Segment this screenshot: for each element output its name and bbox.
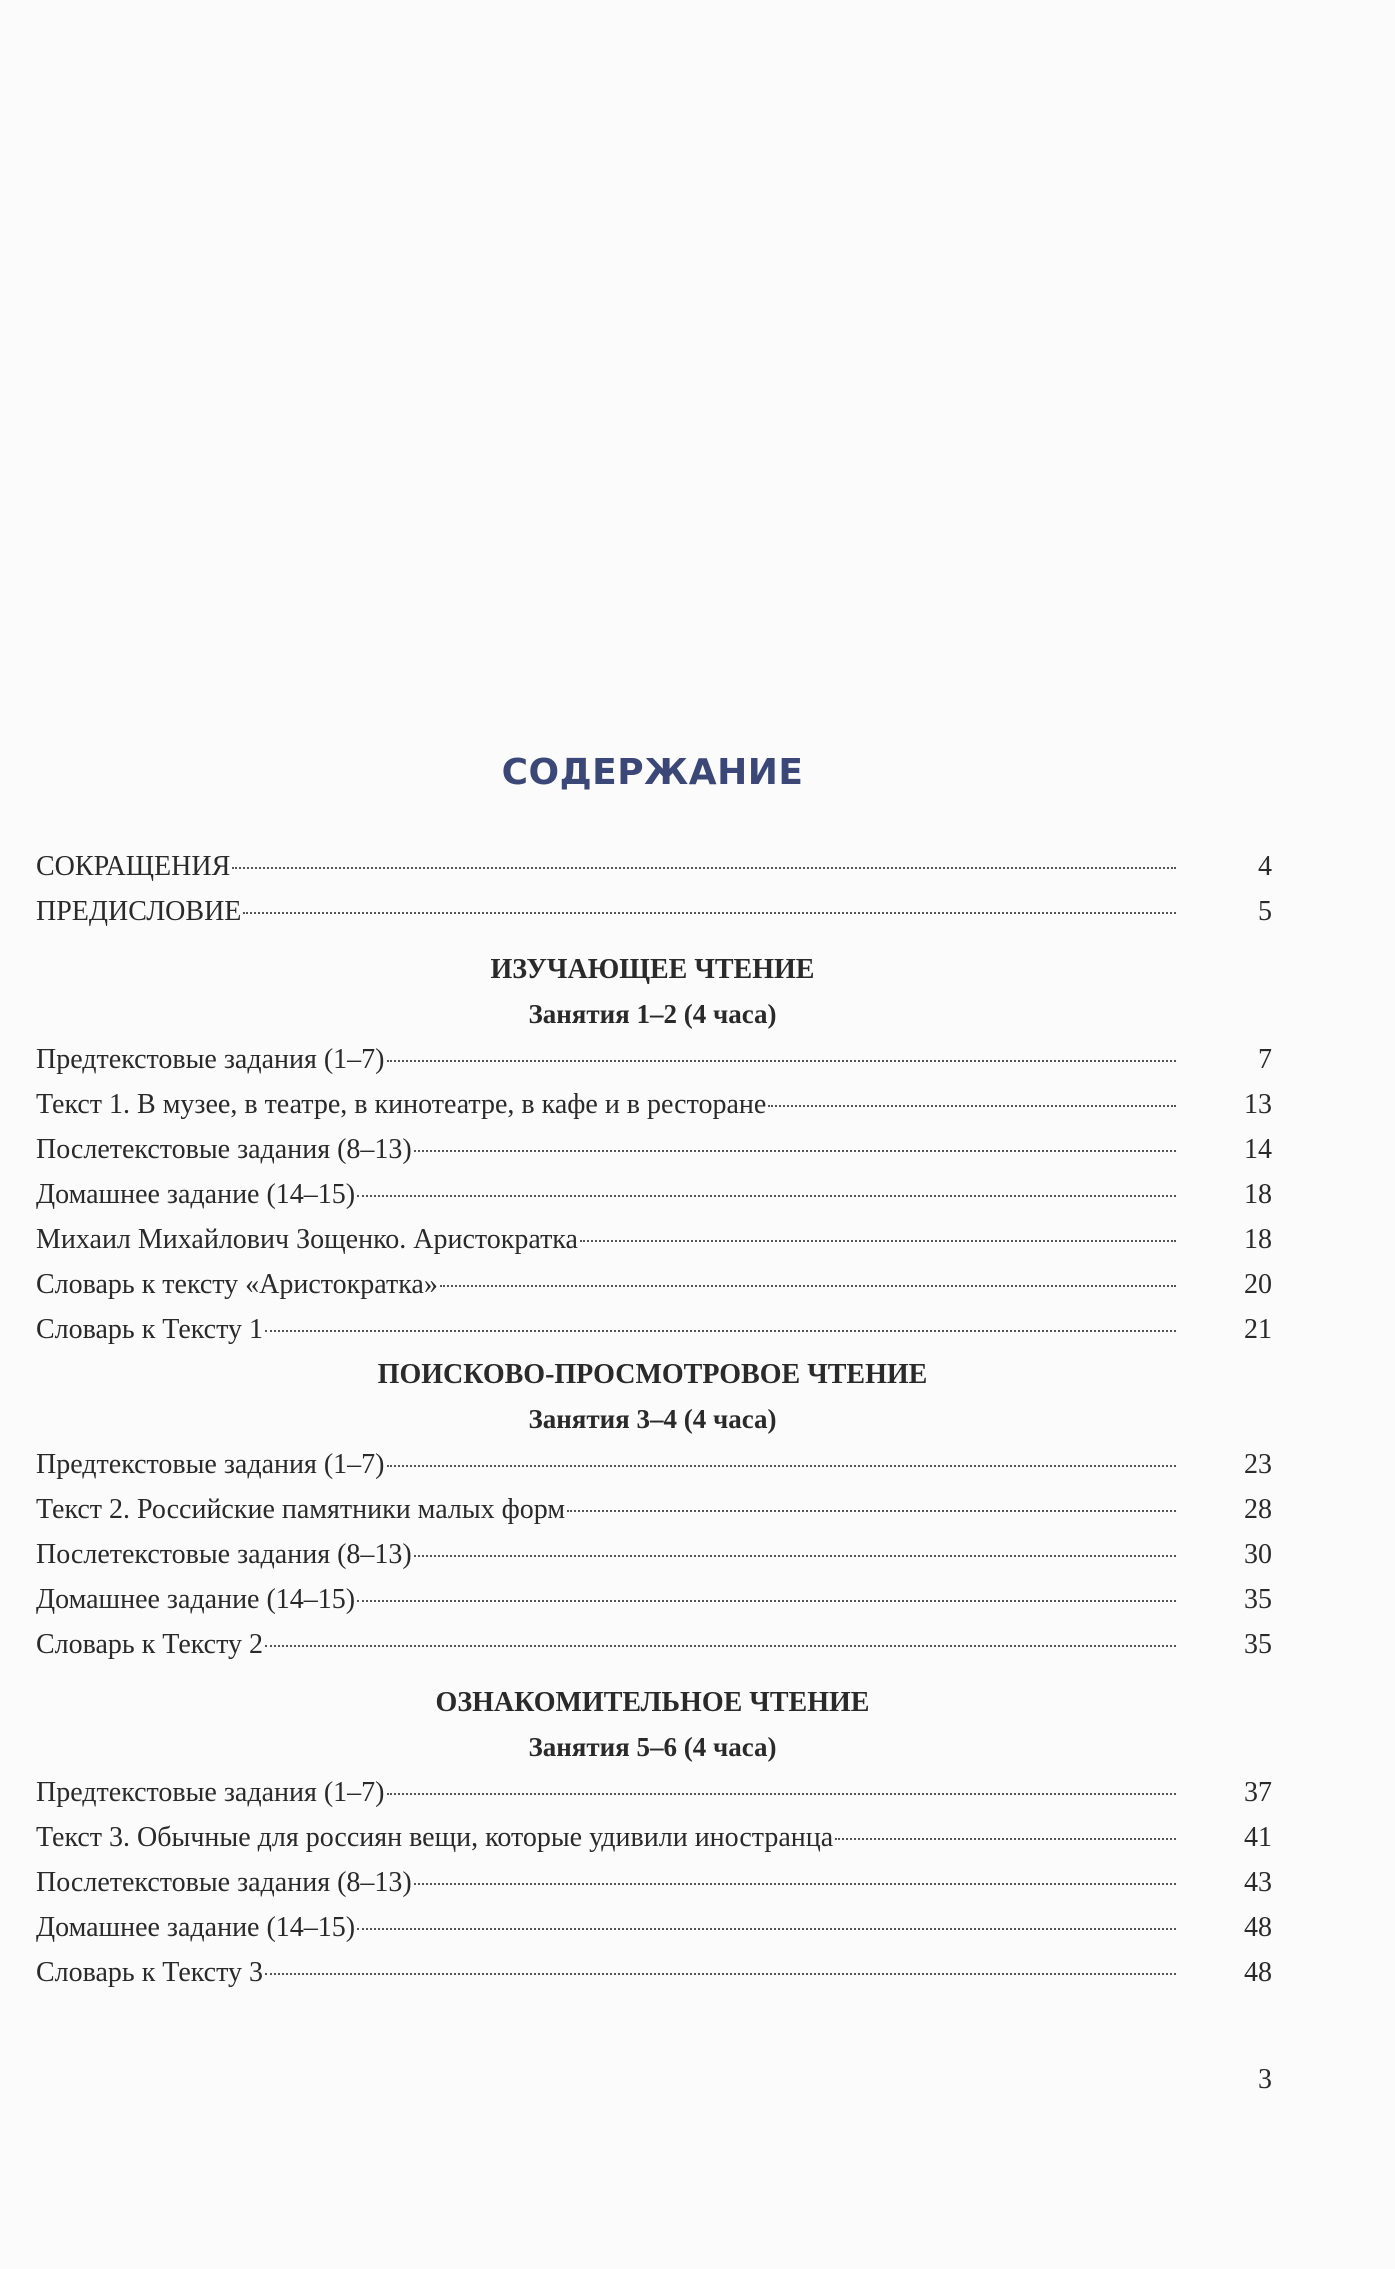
- section-heading: ПОИСКОВО-ПРОСМОТРОВОЕ ЧТЕНИЕ: [377, 1359, 928, 1390]
- dot-leader: [230, 871, 1232, 875]
- toc-entry-page: 28: [1244, 1494, 1272, 1525]
- table-of-contents: [36, 844, 1272, 1995]
- toc-entry: [36, 844, 1272, 889]
- dot-leader: [833, 1842, 1232, 1846]
- dot-leader: [565, 1514, 1232, 1518]
- dot-leader: [241, 916, 1232, 920]
- dot-leader: [385, 1064, 1232, 1068]
- toc-entry: [36, 1532, 1272, 1577]
- page-title: СОДЕРЖАНИЕ: [501, 752, 804, 793]
- section-subheading: Занятия 3–4 (4 часа): [528, 1404, 777, 1434]
- toc-entry: [36, 1217, 1272, 1262]
- toc-entry-label: Текст 1. В музее, в театре, в кинотеатре, в кафе и в ресторане: [36, 1089, 767, 1120]
- toc-entry: [36, 1815, 1272, 1860]
- toc-entry-page: 35: [1244, 1584, 1272, 1615]
- toc-entry: [36, 1950, 1272, 1995]
- toc-entry-label: Домашнее задание (14–15): [36, 1584, 356, 1615]
- dot-leader: [263, 1334, 1232, 1338]
- section-subheading: Занятия 1–2 (4 часа): [528, 999, 777, 1029]
- toc-entry: [36, 1307, 1272, 1352]
- toc-entry: [36, 1127, 1272, 1172]
- toc-entry: [36, 1442, 1272, 1487]
- toc-entry-page: 4: [1258, 851, 1272, 882]
- toc-entry-label: ПРЕДИСЛОВИЕ: [36, 896, 242, 927]
- page-number: 3: [1258, 2064, 1272, 2095]
- toc-entry-page: 30: [1244, 1539, 1272, 1570]
- section-heading: ИЗУЧАЮЩЕЕ ЧТЕНИЕ: [490, 954, 815, 985]
- toc-entry-page: 48: [1244, 1957, 1272, 1988]
- dot-leader: [263, 1977, 1232, 1981]
- toc-entry-page: 7: [1258, 1044, 1272, 1075]
- toc-entry-page: 48: [1244, 1912, 1272, 1943]
- dot-leader: [412, 1887, 1232, 1891]
- section-subheading: Занятия 5–6 (4 часа): [528, 1732, 777, 1762]
- toc-entry: [36, 1860, 1272, 1905]
- toc-entry-label: СОКРАЩЕНИЯ: [36, 851, 231, 882]
- toc-entry-label: Послетекстовые задания (8–13): [36, 1539, 412, 1570]
- toc-entry-page: 35: [1244, 1629, 1272, 1660]
- toc-entry-label: Словарь к Тексту 2: [36, 1629, 263, 1660]
- section-heading: ОЗНАКОМИТЕЛЬНОЕ ЧТЕНИЕ: [435, 1687, 870, 1718]
- toc-entry-page: 41: [1244, 1822, 1272, 1853]
- toc-entry-page: 37: [1244, 1777, 1272, 1808]
- dot-leader: [385, 1797, 1232, 1801]
- toc-entry-label: Текст 3. Обычные для россиян вещи, которые удивили иностранца: [36, 1822, 834, 1853]
- dot-leader: [355, 1604, 1232, 1608]
- dot-leader: [385, 1469, 1232, 1473]
- toc-entry-label: Предтекстовые задания (1–7): [36, 1449, 385, 1480]
- toc-entry-label: Словарь к тексту «Аристократка»: [36, 1269, 438, 1300]
- dot-leader: [355, 1199, 1232, 1203]
- toc-entry: [36, 1037, 1272, 1082]
- toc-entry-page: 18: [1244, 1179, 1272, 1210]
- toc-entry: [36, 889, 1272, 934]
- dot-leader: [355, 1932, 1232, 1936]
- toc-entry-page: 21: [1244, 1314, 1272, 1345]
- dot-leader: [578, 1244, 1232, 1248]
- toc-entry-page: 23: [1244, 1449, 1272, 1480]
- dot-leader: [438, 1289, 1232, 1293]
- dot-leader: [263, 1649, 1232, 1653]
- toc-entry: [36, 1577, 1272, 1622]
- toc-entry-label: Послетекстовые задания (8–13): [36, 1134, 412, 1165]
- toc-entry-label: Послетекстовые задания (8–13): [36, 1867, 412, 1898]
- toc-entry-page: 13: [1244, 1089, 1272, 1120]
- toc-entry: [36, 1082, 1272, 1127]
- toc-entry-label: Домашнее задание (14–15): [36, 1912, 356, 1943]
- dot-leader: [766, 1109, 1232, 1113]
- toc-entry: [36, 1262, 1272, 1307]
- toc-entry-page: 20: [1244, 1269, 1272, 1300]
- toc-entry: [36, 1487, 1272, 1532]
- toc-entry-page: 14: [1244, 1134, 1272, 1165]
- dot-leader: [412, 1154, 1232, 1158]
- toc-entry-label: Текст 2. Российские памятники малых форм: [36, 1494, 566, 1525]
- toc-entry: [36, 1905, 1272, 1950]
- toc-entry-page: 5: [1258, 896, 1272, 927]
- dot-leader: [412, 1559, 1232, 1563]
- toc-entry-label: Словарь к Тексту 1: [36, 1314, 263, 1345]
- toc-entry-label: Предтекстовые задания (1–7): [36, 1044, 385, 1075]
- toc-entry-page: 18: [1244, 1224, 1272, 1255]
- toc-entry: [36, 1172, 1272, 1217]
- toc-entry-label: Словарь к Тексту 3: [36, 1957, 263, 1988]
- toc-entry: [36, 1622, 1272, 1667]
- toc-entry: [36, 1770, 1272, 1815]
- toc-entry-label: Михаил Михайлович Зощенко. Аристократка: [36, 1224, 578, 1255]
- toc-entry-label: Домашнее задание (14–15): [36, 1179, 356, 1210]
- toc-entry-page: 43: [1244, 1867, 1272, 1898]
- toc-entry-label: Предтекстовые задания (1–7): [36, 1777, 385, 1808]
